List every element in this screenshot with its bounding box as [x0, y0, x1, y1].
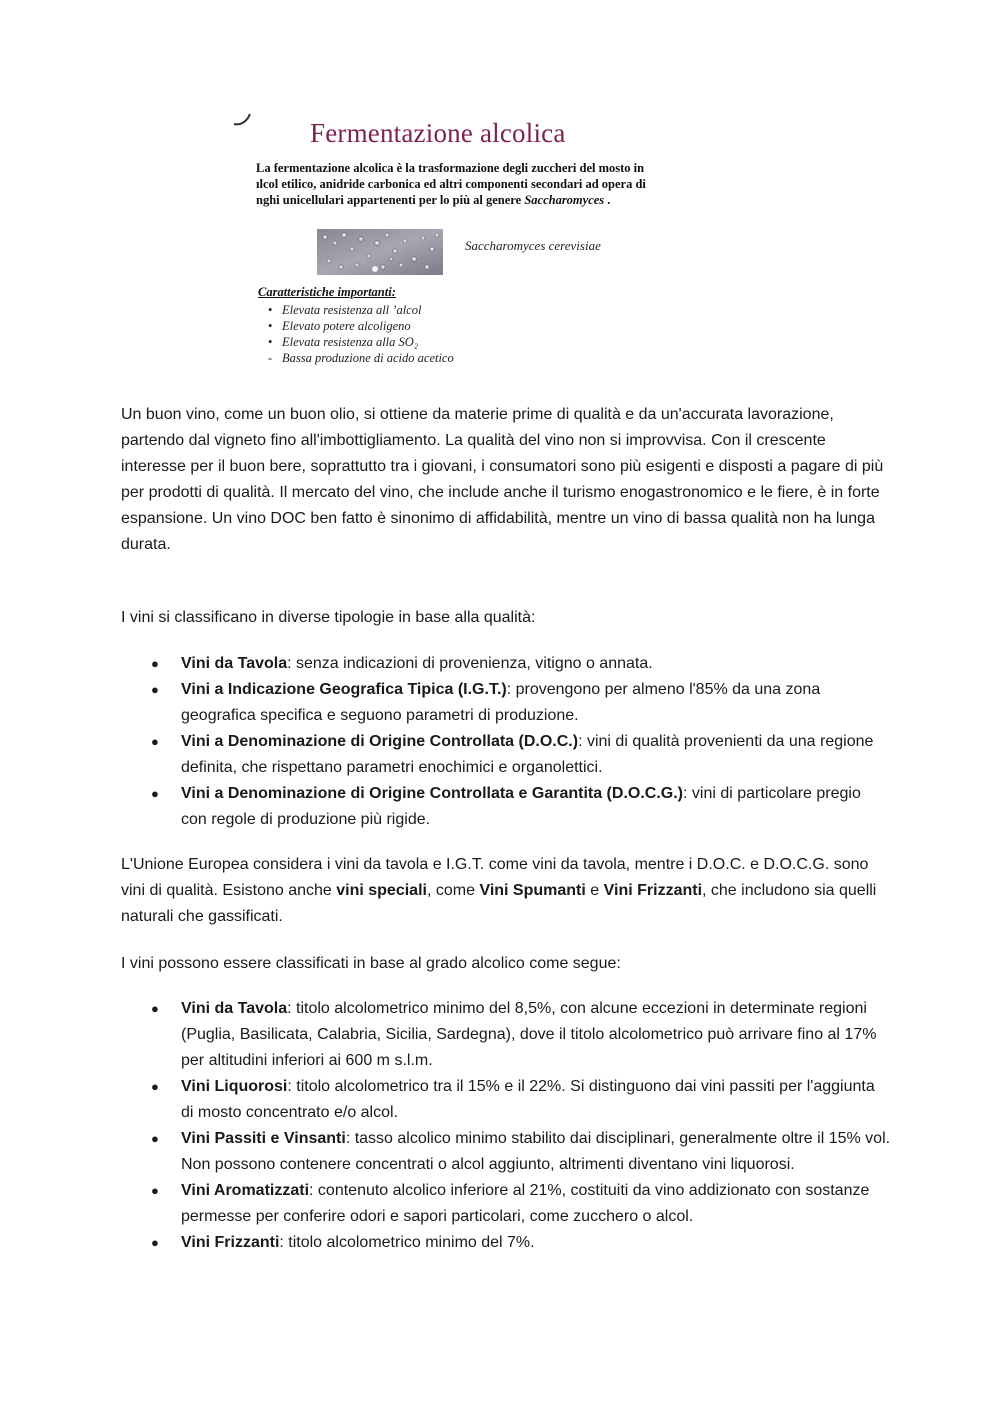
yeast-micrograph-image [317, 229, 443, 275]
list-item: • Elevata resistenza alla SO₂ [268, 335, 419, 349]
slide-definition [256, 160, 756, 208]
characteristics-list [268, 302, 454, 366]
eu-paragraph: L'Unione Europea considera i vini da tavola e I.G.T. come vini da tavola, mentre i D.O.C. e D.O.C.G. sono vini di qualità. Esistono anche vini speciali, come Vini Spumanti e Vini Frizzanti, che includono sia quelli naturali che gassificati. [121, 856, 877, 925]
list-item: ● Vini a Indicazione Geografica Tipica (I.G.T.): provengono per almeno l'85% da una zona geografica specifica e seguono parametri di produzione. [151, 681, 821, 724]
list-item: ● Vini Aromatizzati: contenuto alcolico inferiore al 21%, costituiti da vino addizionato con sostanze permesse per conferire odori e sapori particolari, come zucchero o alcol. [151, 1182, 870, 1225]
list-item: • Elevata resistenza all ’alcol [268, 303, 422, 317]
list-item: ● Vini a Denominazione di Origine Controllata e Garantita (D.O.C.G.): vini di particolare pregio con regole di produzione più rigide. [151, 785, 861, 828]
micrograph-caption: Saccharomyces cerevisiae [465, 238, 601, 253]
intro-paragraph: Un buon vino, come un buon olio, si ottiene da materie prime di qualità e da un'accurata lavorazione, partendo dal vigneto fino all'imbottigliamento. La qualità del vino non si improvvisa. Con il crescente interesse per il buon bere, soprattutto tra i giovani, i consumatori sono più esigenti e disposti a pagare di più per prodotti di qualità. Il mercato del vino, che include anche il turismo enogastronomico e le fiere, è in forte espansione. Un vino DOC ben fatto è sinonimo di affidabilità, mentre un vino di bassa qualità non ha lunga durata. [121, 406, 884, 553]
slide-decoration-mark [232, 112, 254, 126]
list-item: ● Vini a Denominazione di Origine Controllata (D.O.C.): vini di qualità provenienti da una regione definita, che rispettano parametri enochimici e organolettici. [151, 733, 874, 776]
slide-definition-line: nghi unicellulari appartenenti per lo più al genere Saccharomyces . [256, 193, 611, 207]
fermentation-slide-image [232, 104, 752, 374]
characteristics-heading: Caratteristiche importanti: [258, 285, 396, 299]
alcohol-list [121, 996, 891, 1256]
list-item: ● Vini Liquorosi: titolo alcolometrico tra il 15% e il 22%. Si distinguono dai vini passiti per l'aggiunta di mosto concentrato e/o alcol. [151, 1078, 875, 1121]
slide-definition-line: La fermentazione alcolica è la trasformazione degli zuccheri del mosto in [256, 161, 645, 175]
list-item: ● Vini da Tavola: titolo alcolometrico minimo del 8,5%, con alcune eccezioni in determinate regioni (Puglia, Basilicata, Calabria, Sicilia, Sardegna), dove il titolo alcolometrico può arrivare fino al 17% per altitudini inferiori ai 600 m s.l.m. [151, 1000, 877, 1069]
quality-list [121, 651, 891, 833]
list-item: - Bassa produzione di acido acetico [268, 351, 454, 365]
slide-title: Fermentazione alcolica [310, 118, 566, 148]
list-item: ● Vini da Tavola: senza indicazioni di provenienza, vitigno o annata. [151, 655, 653, 672]
slide-definition-line: ılcol etilico, anidride carbonica ed altri componenti secondari ad opera di [256, 177, 646, 191]
quality-intro: I vini si classificano in diverse tipologie in base alla qualità: [121, 609, 536, 626]
list-item: ● Vini Frizzanti: titolo alcolometrico minimo del 7%. [151, 1234, 535, 1251]
alcohol-intro: I vini possono essere classificati in base al grado alcolico come segue: [121, 955, 621, 972]
list-item: ● Vini Passiti e Vinsanti: tasso alcolico minimo stabilito dai disciplinari, generalmente oltre il 15% vol. Non possono contenere concentrati o alcol aggiunto, altrimenti diventano vini liquorosi. [151, 1130, 891, 1173]
list-item: • Elevato potere alcoligeno [268, 319, 411, 333]
